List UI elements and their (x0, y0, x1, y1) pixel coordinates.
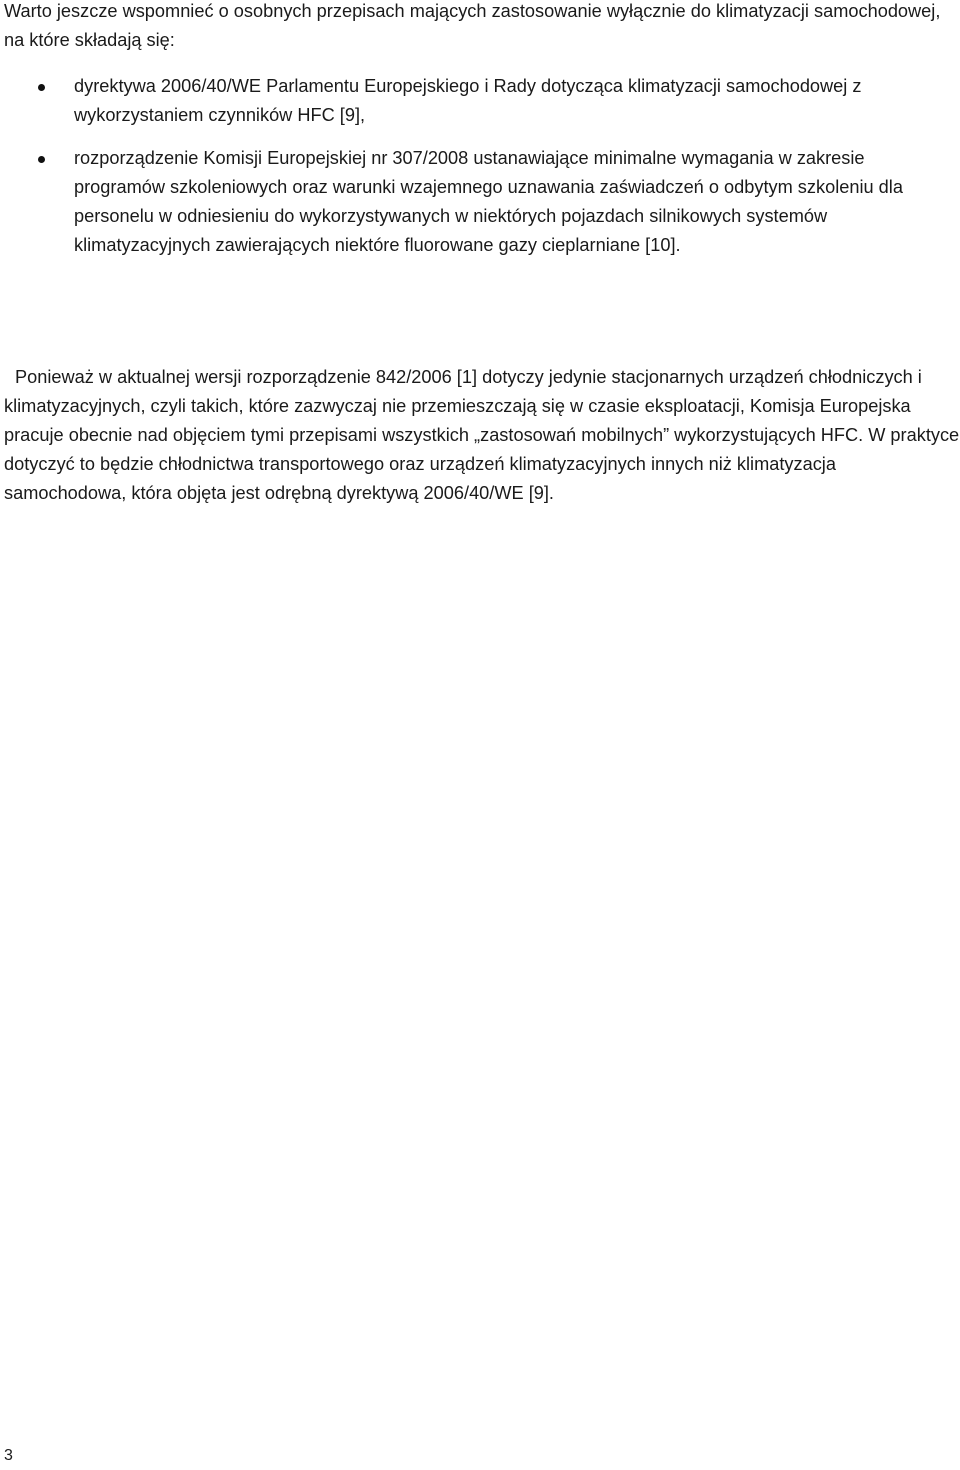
body-paragraph: Ponieważ w aktualnej wersji rozporządzenie 842/2006 [1] dotyczy jedynie stacjonarnych urządzeń chłodniczych i klimatyzacyjnych, czyli takich, które zazwyczaj nie przemieszczają się w czasie eksploatacji, Komisja Europejska pracuje obecnie nad objęciem tymi przepisami wszystkich „zastosowań mobilnych” wykorzystujących HFC. W praktyce dotyczyć to będzie chłodnictwa transportowego oraz urządzeń klimatyzacyjnych innych niż klimatyzacja samochodowa, która objęta jest odrębną dyrektywą 2006/40/WE [9]. (4, 367, 960, 503)
list-item (0, 72, 944, 130)
bullet-icon (38, 84, 45, 91)
regulations-list (0, 72, 960, 260)
list-item-text: dyrektywa 2006/40/WE Parlamentu Europejskiego i Rady dotycząca klimatyzacji samochodowej z wykorzystaniem czynników HFC [9], (74, 76, 862, 125)
bullet-icon (38, 156, 45, 163)
intro-paragraph: Warto jeszcze wspomnieć o osobnych przepisach mających zastosowanie wyłącznie do klimatyzacji samochodowej, na które składają się: (4, 1, 941, 50)
page-number: 3 (4, 1447, 13, 1464)
list-item (0, 144, 944, 260)
list-item-text: rozporządzenie Komisji Europejskiej nr 307/2008 ustanawiające minimalne wymagania w zakresie programów szkoleniowych oraz warunki wzajemnego uznawania zaświadczeń o odbytym szkoleniu dla personelu w odniesieniu do wykorzystywanych w niektórych pojazdach silnikowych systemów klimatyzacyjnych zawierających niektóre fluorowane gazy cieplarniane [10]. (74, 148, 903, 255)
